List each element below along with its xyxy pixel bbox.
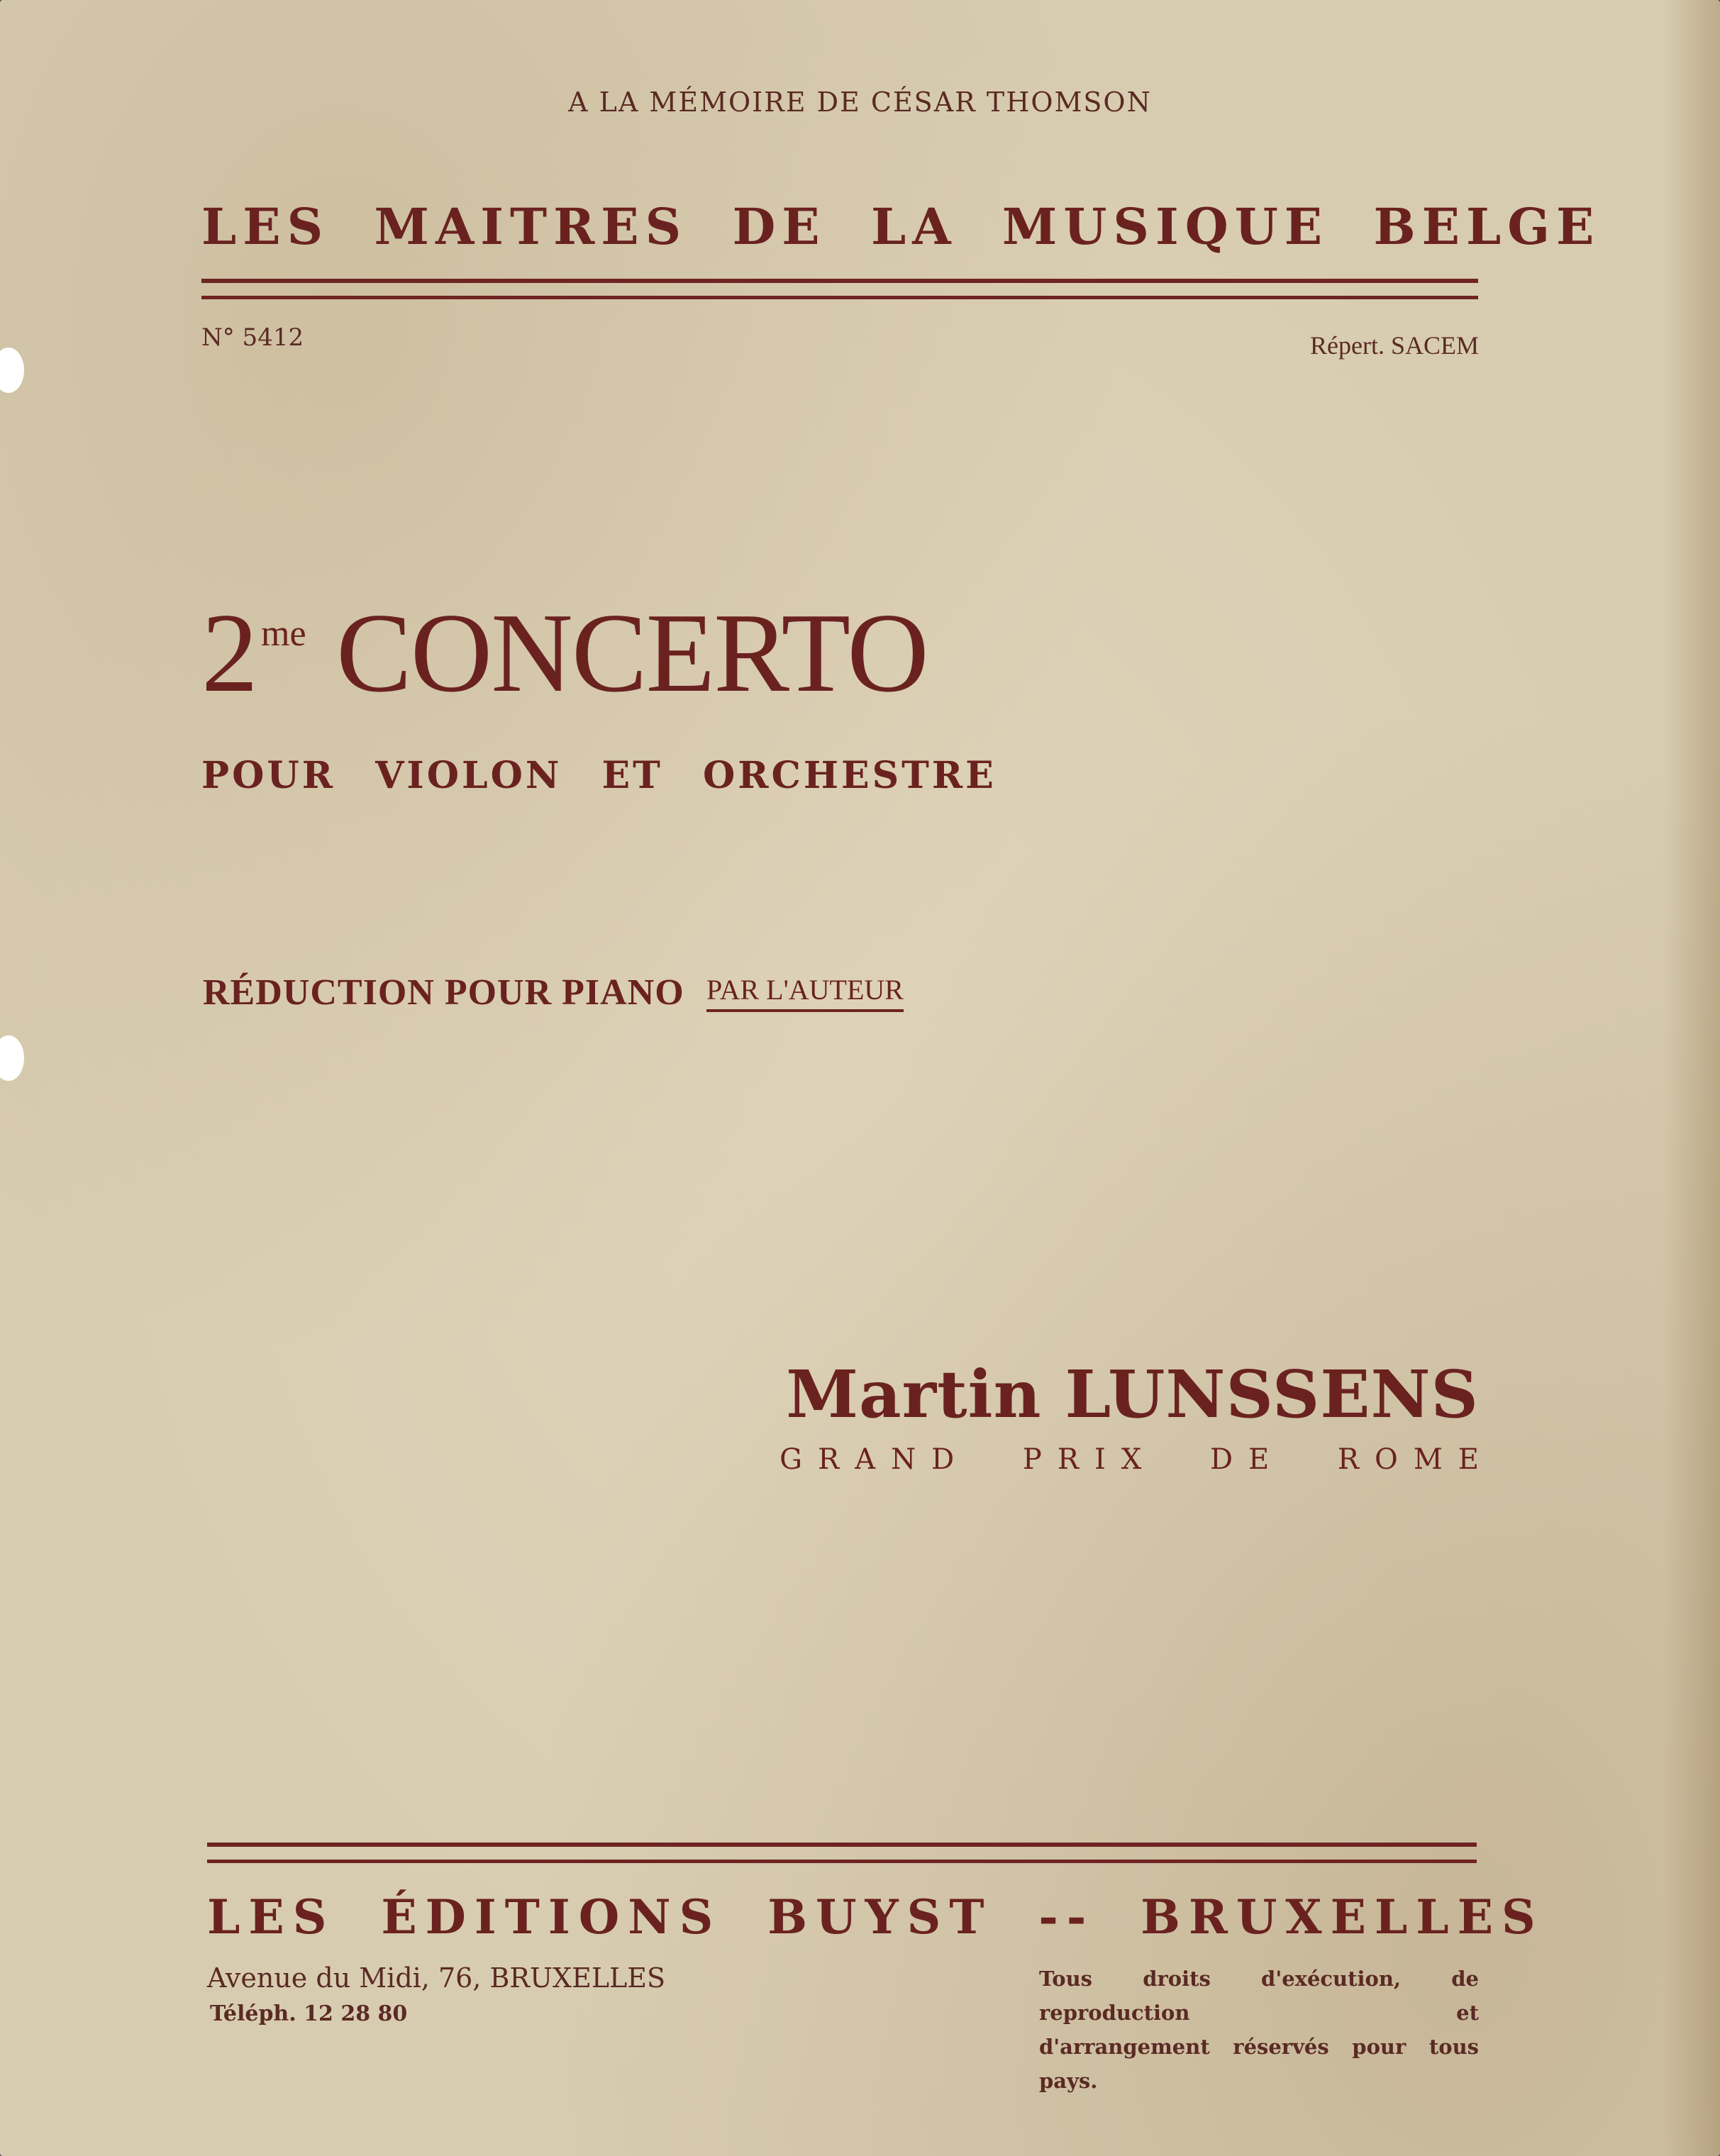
dedication: A LA MÉMOIRE DE CÉSAR THOMSON (568, 87, 1152, 118)
rights-line-1: Tous droits d'exécution, de reproduction et (1039, 1967, 1479, 2025)
publisher-address: Avenue du Midi, 76, BRUXELLES (207, 1962, 666, 1994)
page-title: CONCERTO (336, 589, 928, 716)
binding-notch-bottom (0, 1035, 24, 1081)
rights-line-2: d'arrangement réservés pour tous pays. (1039, 2035, 1479, 2093)
title-ordinal (201, 589, 306, 716)
paper-edge-shading (1663, 0, 1720, 2156)
publisher-phone: Téléph. 12 28 80 (210, 2001, 408, 2026)
repertoire-label: Répert. SACEM (1310, 331, 1479, 360)
subtitle: POUR VIOLON ET ORCHESTRE (201, 754, 997, 797)
composer-name: Martin LUNSSENS (786, 1356, 1479, 1433)
reduction-label: RÉDUCTION POUR PIANO (203, 972, 684, 1013)
series-title: LES MAITRES DE LA MUSIQUE BELGE (201, 197, 1601, 256)
series-rule-top (201, 279, 1478, 283)
rights-notice (1039, 1962, 1479, 2098)
title-number: 2 (201, 589, 258, 716)
publisher-name: LES ÉDITIONS BUYST -- BRUXELLES (207, 1889, 1544, 1945)
composer-distinction: GRAND PRIX DE ROME (779, 1443, 1494, 1476)
reduction-author: PAR L'AUTEUR (706, 973, 904, 1012)
series-rule-bottom (201, 296, 1478, 299)
title-ordinal-suffix: me (261, 613, 306, 654)
publisher-rule-top (207, 1843, 1477, 1847)
publisher-rule-bottom (207, 1860, 1477, 1863)
catalog-number: N° 5412 (201, 323, 304, 352)
binding-notch-top (0, 348, 24, 393)
